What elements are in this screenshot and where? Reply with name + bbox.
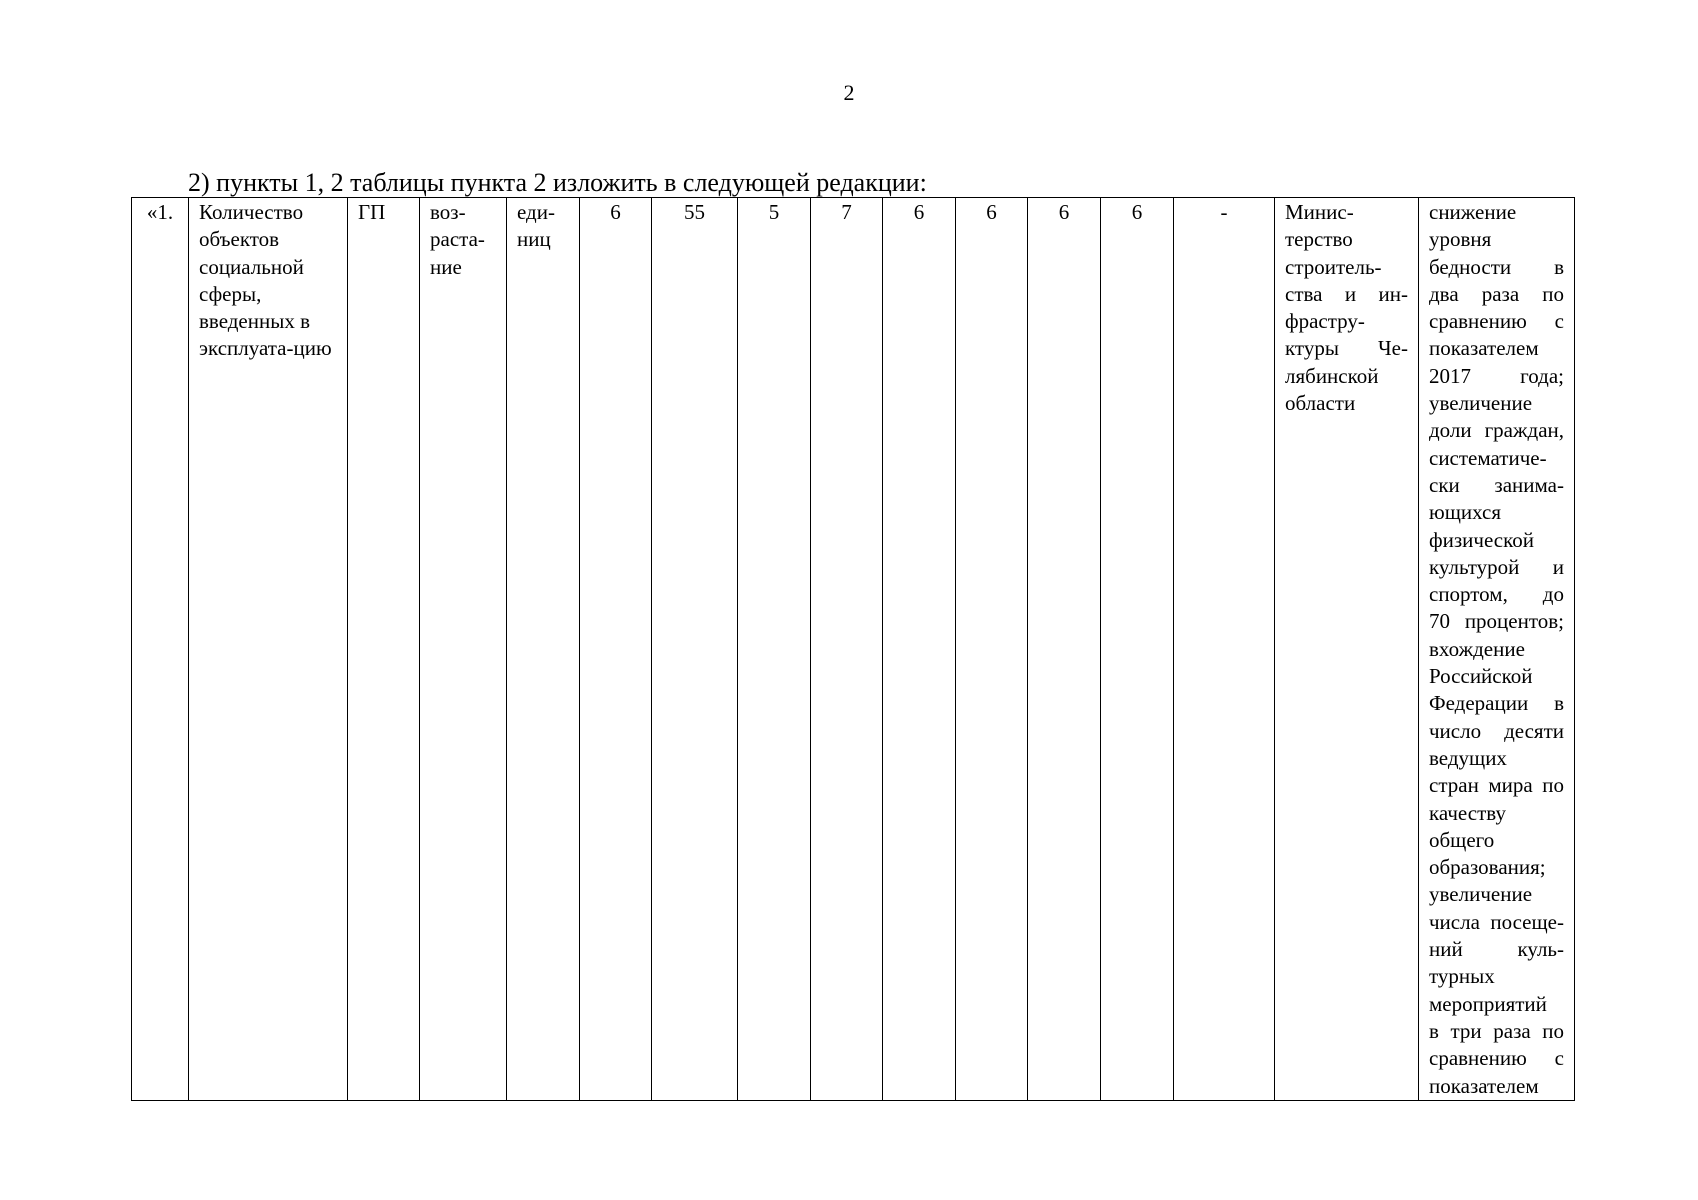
value-cell: 6 [956, 198, 1028, 1101]
amendment-intro: 2) пункты 1, 2 таблицы пункта 2 изложить в следующей редакции: [188, 168, 927, 197]
goal-line: показателем [1429, 1073, 1539, 1098]
goal-line: показателем [1429, 336, 1539, 361]
level-cell: ГП [348, 198, 420, 1101]
goal-line: увеличение [1429, 391, 1533, 416]
goal-line: снижение [1429, 200, 1517, 224]
value-cell: 55 [652, 198, 738, 1101]
goal-line: культурой и [1429, 554, 1564, 579]
unit-cell: еди-ниц [507, 198, 580, 1101]
goal-line: образования; [1429, 855, 1546, 880]
goal-line: число десяти [1429, 718, 1564, 743]
goal-line: сравнению с [1429, 1046, 1564, 1071]
value-cell: - [1174, 198, 1275, 1101]
goal-line: систематиче- [1429, 445, 1547, 470]
goal-line: Российской [1429, 664, 1533, 689]
goal-line: уровня [1429, 227, 1492, 252]
goal-line: турных [1429, 964, 1495, 989]
goal-line: два раза по [1429, 281, 1564, 306]
value-cell: 7 [811, 198, 883, 1101]
value-cell: 6 [580, 198, 652, 1101]
goal-line: ведущих [1429, 745, 1507, 770]
goal-line: ски занима- [1429, 472, 1564, 497]
goal-line: 70 процентов; [1429, 609, 1564, 634]
goal-line: вхождение [1429, 636, 1525, 661]
goal-line: общего [1429, 827, 1495, 852]
goal-line: в три раза по [1429, 1018, 1564, 1043]
value-cell: 6 [1028, 198, 1101, 1101]
indicator-cell: Количество объектов социальной сферы, введенных в эксплуата-цию [189, 198, 348, 1101]
row-number-cell: «1. [132, 198, 189, 1101]
goal-line: качеству [1429, 800, 1506, 825]
goal-line: ний куль- [1429, 937, 1564, 962]
value-cell: 5 [738, 198, 811, 1101]
goal-line: бедности в [1429, 254, 1564, 279]
goal-line: Федерации в [1429, 691, 1564, 716]
trend-cell: воз-раста-ние [420, 198, 507, 1101]
page-number: 2 [843, 80, 855, 105]
table-row [132, 198, 1575, 1101]
goal-line: числа посеще- [1429, 909, 1564, 934]
goal-line: мероприятий [1429, 991, 1547, 1016]
goal-line: стран мира по [1429, 773, 1564, 798]
goal-line: физической [1429, 527, 1534, 552]
goal-line: спортом, до [1429, 582, 1564, 607]
goal-line: доли граждан, [1429, 418, 1564, 443]
goal-line: увеличение [1429, 882, 1533, 907]
value-cell: 6 [883, 198, 956, 1101]
value-cell: 6 [1101, 198, 1174, 1101]
goal-line: 2017 года; [1429, 363, 1564, 388]
goal-line: ющихся [1429, 500, 1501, 525]
goal-cell [1419, 198, 1575, 1101]
responsible-cell: Минис-терство строитель-ства и ин-фрастру-ктуры Че-лябинской области [1275, 198, 1419, 1101]
goal-line: сравнению с [1429, 309, 1564, 334]
amendment-table [131, 197, 1575, 1101]
